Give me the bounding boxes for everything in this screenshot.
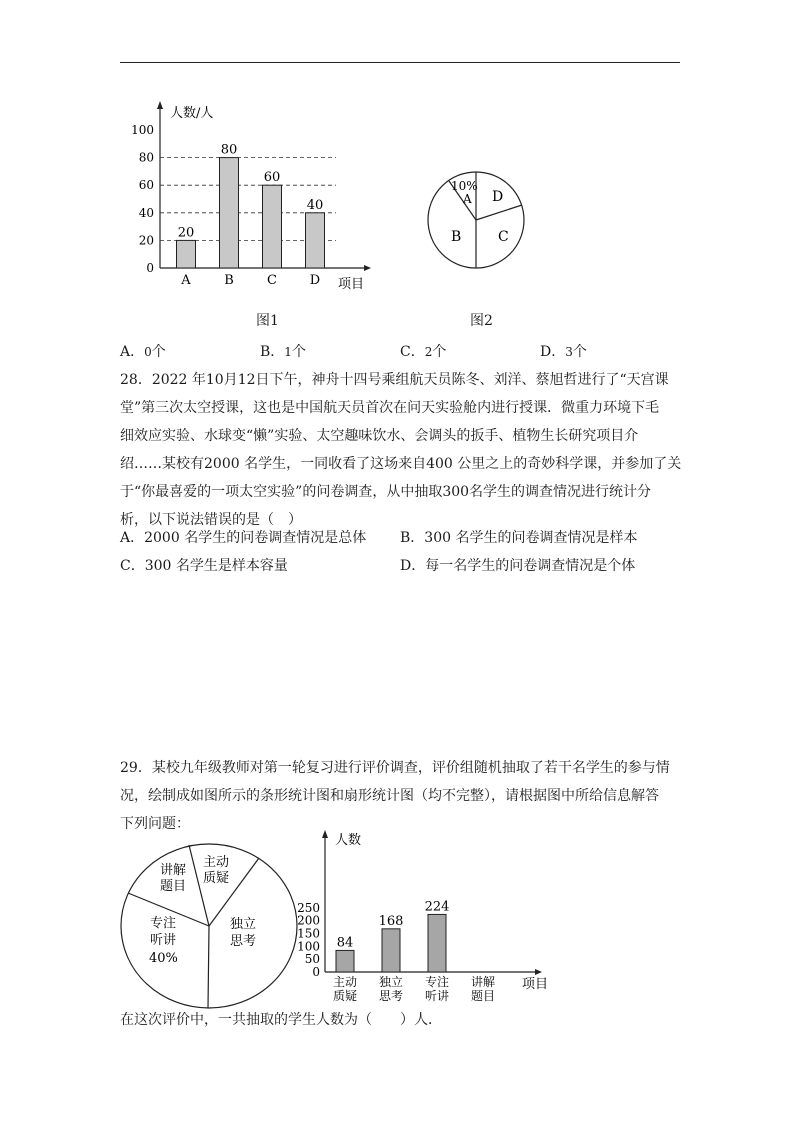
fig1-caption: 图1 (256, 313, 279, 329)
fig2-label-a: A (463, 192, 472, 206)
bar-value-label: 20 (177, 225, 195, 241)
y-tick-label: 100 (297, 939, 320, 954)
q29-pie-label: 讲解 (160, 863, 187, 878)
q29-pie-label: 质疑 (203, 871, 230, 886)
q28-line: 绍……某校有2000 名学生，一同收看了这场来自400 公里之上的奇妙科学课，并参加了关 (120, 456, 682, 472)
q27-option-b: B．1个 (260, 344, 306, 360)
q28-line: 析，以下说法错误的是（ ） (120, 512, 302, 528)
fig2-caption: 图2 (470, 313, 493, 329)
x-tick-label: D (309, 273, 321, 288)
x-tick-label: 独立 (378, 975, 404, 989)
q29-line: 况，绘制成如图所示的条形统计图和扇形统计图（均不完整），请根据图中所给信息解答 (120, 788, 659, 804)
q29-pie-label: 主动 (203, 855, 230, 870)
fig2-pie-chart (425, 168, 525, 272)
q29-pie-label: 题目 (160, 879, 187, 894)
q28-option-c: C．300 名学生是样本容量 (120, 558, 288, 574)
y-tick-label: 100 (131, 123, 154, 137)
y-tick-label: 50 (304, 952, 320, 967)
q29-pie-label: 听讲 (150, 933, 177, 948)
y-tick-label: 0 (146, 261, 154, 275)
bar (428, 914, 446, 972)
x-tick-label: 听讲 (424, 989, 450, 1003)
y-tick-label: 250 (297, 900, 320, 915)
fig2-label-c: C (498, 229, 509, 245)
q27-option-a: A．0个 (120, 344, 166, 360)
y-axis-label: 人数 (335, 833, 362, 848)
q28-line: 28．2022 年10月12日下午，神舟十四号乘组航天员陈冬、刘洋、蔡旭哲进行了“天宫课 (120, 372, 669, 388)
bar (220, 158, 239, 268)
q29-pie-chart (118, 840, 300, 1012)
y-axis-arrow (322, 830, 328, 838)
x-axis-label: 项目 (338, 277, 365, 292)
fig2-label-b: B (451, 229, 462, 245)
q28-line: 细效应实验、水球变“懒”实验、太空趣味饮水、会调头的扳手、植物生长研究项目介 (120, 428, 639, 444)
x-axis-arrow (535, 969, 542, 975)
y-tick-label: 80 (138, 150, 154, 165)
bar (177, 240, 196, 268)
q29-pie-pct: 40% (149, 951, 178, 966)
q29-question: 在这次评价中，一共抽取的学生人数为（ ）人． (120, 1012, 442, 1028)
q28-line: 于“你最喜爱的一项太空实验”的问卷调查，从中抽取300名学生的调查情况进行统计分 (120, 484, 652, 500)
bar-value-label: 168 (378, 913, 404, 929)
x-tick-label: A (181, 273, 191, 288)
bar (382, 929, 400, 972)
q29-pie-label: 专注 (150, 916, 177, 931)
y-axis-arrow (157, 101, 163, 109)
bar-value-label: 80 (220, 142, 238, 158)
x-tick-label: 题目 (470, 989, 496, 1003)
q29-pie-label: 思考 (230, 934, 257, 949)
bar-value-label: 84 (336, 935, 354, 951)
fig2-label-d: D (492, 189, 504, 205)
y-axis-label: 人数/人 (170, 106, 214, 121)
bar (336, 950, 354, 972)
q28-line: 堂”第三次太空授课，这也是中国航天员首次在问天实验舱内进行授课．微重力环境下毛 (120, 400, 660, 416)
bar-value-label: 60 (263, 170, 281, 186)
y-tick-label: 0 (312, 965, 320, 979)
q29-line: 下列问题： (120, 816, 190, 832)
bar (263, 185, 282, 268)
x-tick-label: 主动 (332, 975, 358, 989)
q27-option-d: D．3个 (540, 344, 587, 360)
bar (306, 213, 325, 268)
q29-bar-chart (297, 822, 560, 1008)
q28-option-b: B．300 名学生的问卷调查情况是样本 (400, 530, 638, 546)
y-tick-label: 40 (138, 205, 154, 220)
q28-stem (120, 366, 690, 534)
q29-pie-divider (208, 926, 209, 1008)
x-tick-label: B (224, 273, 234, 288)
y-tick-label: 200 (297, 913, 320, 928)
q28-option-a: A．2000 名学生的问卷调查情况是总体 (120, 530, 367, 546)
x-tick-label: C (267, 273, 277, 288)
y-tick-label: 150 (297, 926, 320, 941)
q29-line: 29．某校九年级教师对第一轮复习进行评价调查，评价组随机抽取了若干名学生的参与情 (120, 760, 670, 776)
bar-value-label: 224 (424, 899, 450, 915)
x-tick-label: 专注 (424, 975, 450, 989)
q29-pie-label: 独立 (230, 917, 257, 932)
x-tick-label: 质疑 (332, 989, 358, 1003)
q27-option-c: C．2个 (400, 344, 447, 360)
fig2-label-pct: 10% (451, 179, 478, 193)
x-axis-label: 项目 (522, 977, 549, 992)
x-tick-label: 讲解 (470, 975, 496, 989)
bar-value-label: 40 (306, 197, 324, 213)
fig1-bar-chart (120, 95, 380, 300)
y-tick-label: 20 (138, 233, 154, 248)
y-tick-label: 60 (138, 178, 154, 193)
q28-option-d: D．每一名学生的问卷调查情况是个体 (400, 558, 636, 574)
x-tick-label: 思考 (378, 989, 404, 1003)
x-axis-arrow (364, 265, 371, 271)
fig2-pie-divider (476, 205, 522, 220)
top-rule (120, 62, 680, 63)
